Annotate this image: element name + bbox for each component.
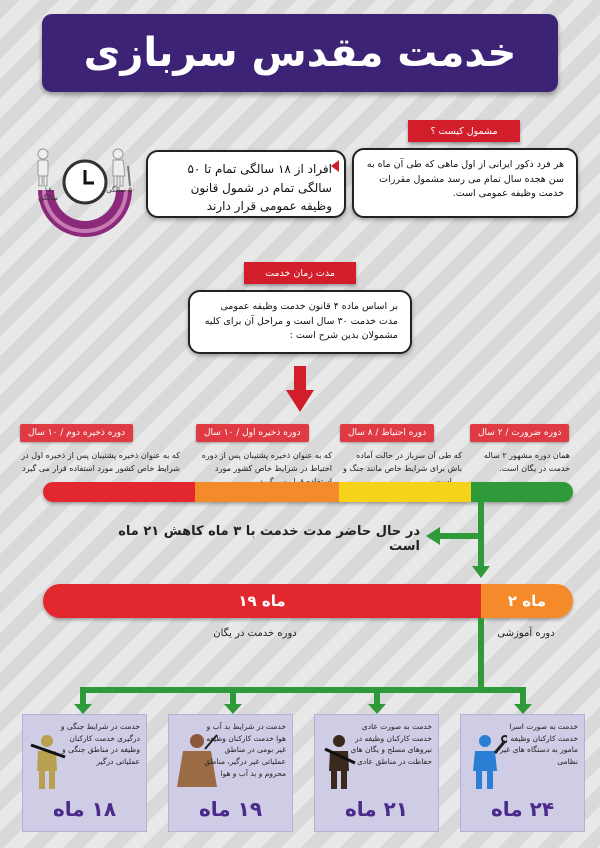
duration-tag [244, 262, 356, 284]
unit-service-label: دوره خدمت در یگان [213, 628, 297, 639]
category-harsh-climate [168, 714, 293, 832]
duration-card [188, 290, 412, 354]
segment-first-reserve [195, 482, 339, 502]
phase-conscription [470, 424, 570, 476]
phase-timeline-bar [43, 482, 573, 502]
arrow-down-icon [472, 566, 490, 578]
age-rule-text: افراد از ۱۸ سالگی تمام تا ۵۰ سالگی تمام در شمول قانون وظیفه عمومی قرار دارند [187, 162, 332, 214]
bullet-arrow-icon [331, 160, 339, 172]
arrow-left-icon [426, 527, 440, 545]
category-months: ۲۱ ماه [344, 797, 409, 821]
arrow-down-icon [368, 704, 386, 714]
arrow-down-icon [224, 704, 242, 714]
phase-label: دوره ضرورت / ۲ سال [470, 424, 569, 442]
who-tag [408, 120, 520, 142]
category-combat-zone [22, 714, 147, 832]
down-arrow-icon [286, 366, 314, 412]
phase-label: دوره ذخیره دوم / ۱۰ سال [20, 424, 133, 442]
arrow-down-icon [74, 704, 92, 714]
segment-conscription [471, 482, 573, 502]
category-normal-service [314, 714, 439, 832]
connector-line [440, 533, 480, 539]
arrow-down-icon [514, 704, 532, 714]
training-segment: ۲ ماه [481, 584, 573, 618]
category-months: ۱۸ ماه [52, 797, 117, 821]
category-desc: خدمت در شرایط جنگی و درگیری خدمت کارکنان وظیفه در مناطق جنگی و عملیاتی درگیر [60, 722, 140, 766]
age-graphic [30, 140, 140, 240]
definition-text: هر فرد ذکور ایرانی از اول ماهی که طی آن ماه به سن هجده سال تمام می رسد مشمول مقررات خدمت وظیفه عمومی است. [366, 159, 564, 200]
phase-desc: همان دوره مشهور ۲ ساله خدمت در یگان است. [483, 451, 570, 473]
category-desc: خدمت در شرایط بد آب و هوا خدمت کارکنان وظیفه غیر بومی در مناطق عملیاتی غیر درگیر، مناطق محروم و بد آب و هوا [204, 722, 286, 778]
segment-second-reserve [43, 482, 195, 502]
category-desc: خدمت به صورت اسرا خدمت کارکنان وظیفه مامور به دستگاه های غیر نظامی [499, 722, 578, 766]
age-rule-card [146, 150, 346, 218]
unit-service-segment: ۱۹ ماه [43, 584, 481, 618]
duration-text: بر اساس ماده ۴ قانون خدمت وظیفه عمومی مدت خدمت ۳۰ سال است و مراحل آن برای کلیه مشمولان بدین شرح است : [204, 301, 398, 342]
training-label: دوره آموزشی [497, 628, 555, 639]
category-desc: خدمت به صورت عادی خدمت کارکنان وظیفه در نیروهای مسلح و یگان های حفاظت در مناطق عادی [350, 722, 432, 766]
page-title: خدمت مقدس سربازی [83, 30, 517, 76]
young-person-icon [38, 149, 48, 186]
age-min-label: ۱۸ سالگی [38, 186, 58, 202]
phase-desc: که طی آن سرباز در حالت آماده باش برای شرایط خاص مانند جنگ و [343, 451, 462, 473]
title-banner [42, 14, 558, 92]
reduction-note: در حال حاضر مدت خدمت با ۳ ماه کاهش ۲۱ ماه است [118, 524, 420, 554]
elderly-person-icon [113, 149, 130, 186]
phase-first-reserve [196, 424, 332, 488]
phase-label: دوره ذخیره اول / ۱۰ سال [196, 424, 309, 442]
connector-line [80, 687, 526, 693]
category-months: ۱۹ ماه [198, 797, 263, 821]
phase-desc: که به عنوان ذخیره پشتیبان پس از ذخیره اول در شرایط خاص کشور مورد استفاده قرار می گیرد [21, 451, 180, 473]
who-tag-label: مشمول کیست ؟ [430, 125, 498, 137]
connector-line [478, 618, 484, 690]
category-months: ۲۴ ماه [490, 797, 555, 821]
phase-label: دوره احتیاط / ۸ سال [340, 424, 434, 442]
phase-desc: که به عنوان ذخیره پشتیبان پس از دوره احتیاط در شرایط خاص کشور مورد [201, 451, 332, 473]
definition-card [352, 148, 578, 218]
phase-second-reserve [20, 424, 180, 476]
segment-reserve [339, 482, 471, 502]
service-split-bar [43, 584, 573, 618]
phase-reserve [340, 424, 462, 488]
age-max-label: ۵۰ سالگی [106, 186, 136, 194]
category-civil-service [460, 714, 585, 832]
duration-tag-label: مدت زمان خدمت [265, 267, 335, 279]
